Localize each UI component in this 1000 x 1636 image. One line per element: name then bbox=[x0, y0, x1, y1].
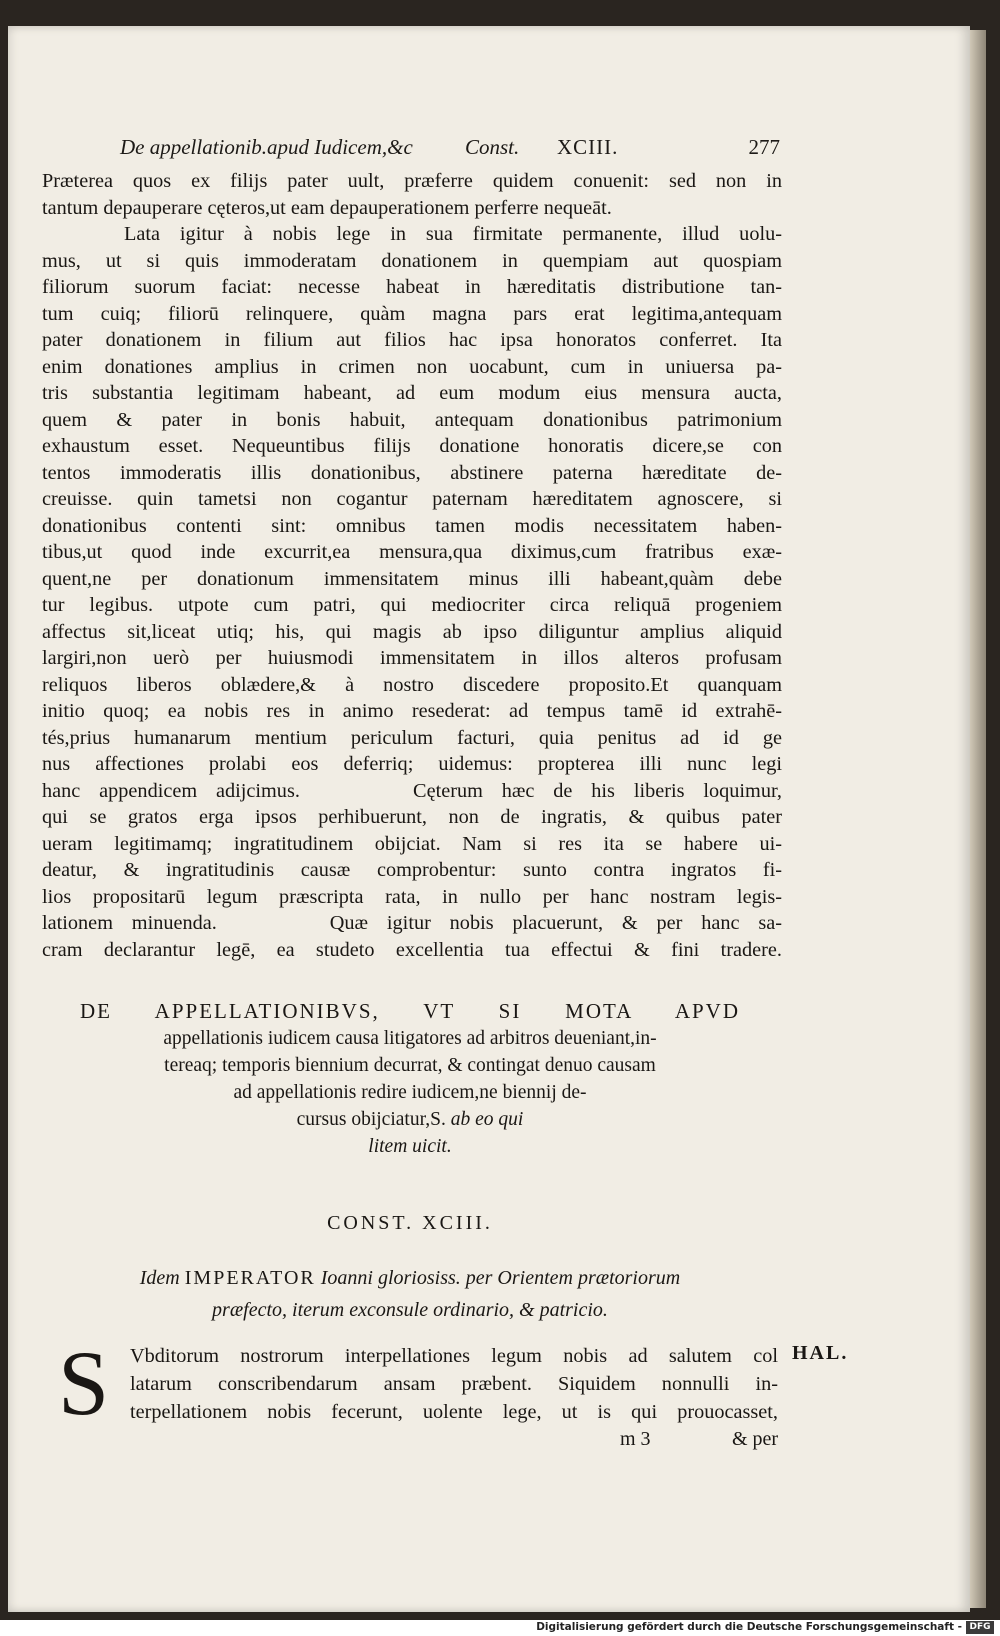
text-line: hanc appendicem adijcimus. Cęterum hæc de his liberis loquimur, bbox=[42, 779, 782, 802]
heading-line: litem uicit. bbox=[368, 1136, 452, 1157]
text-line: reliquos liberos oblædere,& à nostro discedere proposito.Et quanquam bbox=[42, 673, 782, 696]
text-line: tum cuiq; filiorū relinquere, quàm magna pars erat legitima,antequam bbox=[42, 302, 782, 325]
page-edge bbox=[970, 30, 986, 1608]
catchword: & per bbox=[732, 1428, 779, 1450]
running-head-const: Const. bbox=[465, 135, 520, 159]
text-line: tibus,ut quod inde excurrit,ea mensura,qua diximus,cum fratribus exæ- bbox=[42, 541, 782, 563]
heading-line-italic: ab eo qui bbox=[450, 1109, 524, 1130]
heading-line: ad appellationis redire iudicem,ne biennij de- bbox=[233, 1082, 587, 1103]
text-line: tentos immoderatis illis donationibus, abstinere paterna hæreditate de- bbox=[42, 461, 782, 484]
constitution-text bbox=[130, 1342, 778, 1426]
heading-caps-line: DE APPELLATIONIBVS, VT SI MOTA APVD bbox=[80, 999, 740, 1023]
text-line: initio quoq; ea nobis res in animo resederat: ad tempus tamē id extrahē- bbox=[42, 700, 782, 722]
text-line: lationem minuenda. Quæ igitur nobis placuerunt, & per hanc sa- bbox=[42, 912, 782, 934]
text-line: latarum conscribendarum ansam præbent. Siquidem nonnulli in- bbox=[130, 1373, 778, 1395]
text-line: quent,ne per donationum immensitatem minus illi habeant,quàm debe bbox=[42, 567, 782, 590]
text-line: qui se gratos erga ipsos perhibuerunt, non de ingratis, & quibus pater bbox=[42, 806, 782, 828]
page-number: 277 bbox=[748, 135, 780, 159]
heading-line bbox=[80, 1106, 740, 1133]
inscription-addressee: Ioanni gloriosiss. per Orientem prætoriorum bbox=[320, 1267, 681, 1289]
text-line: largiri,non uerò per huiusmodi immensitatem in illos alteros profusam bbox=[42, 647, 782, 669]
text-line: nus affectiones prolabi eos deferriq; uidemus: propterea illi nunc legi bbox=[42, 753, 782, 775]
heading-line-part: cursus obijciatur,S. bbox=[296, 1109, 446, 1130]
footer-credit: Digitalisierung gefördert durch die Deutsche Forschungsgemeinschaft - bbox=[536, 1621, 962, 1633]
text-line: pater donationem in filium aut filios hac ipsa honoratos conferret. Ita bbox=[42, 329, 782, 351]
text-line: tantum depauperare cęteros,ut eam depauperationem perferre nequeāt. bbox=[42, 196, 612, 219]
text-line: filiorum suorum faciat: necesse habeat in hæreditatis distributione tan- bbox=[42, 276, 782, 298]
heading-line: tereaq; temporis biennium decurrat, & contingat denuo causam bbox=[164, 1055, 656, 1076]
text-line: tur legibus. utpote cum patri, qui mediocriter circa reliquā progeniem bbox=[42, 594, 782, 616]
dfg-logo: DFG bbox=[966, 1621, 994, 1634]
margin-note: HAL. bbox=[792, 1342, 849, 1364]
text-line: ueram legitimamq; ingratitudinem obijciat. Nam si res ita se habere ui- bbox=[42, 832, 782, 855]
signature-mark: m 3 bbox=[620, 1428, 651, 1450]
text-line: donationibus contenti sint: omnibus tamen modis necessitatem haben- bbox=[42, 514, 782, 537]
running-head bbox=[120, 135, 780, 165]
inscription bbox=[60, 1262, 760, 1326]
heading-line: appellationis iudicem causa litigatores ad arbitros deueniant,in- bbox=[163, 1028, 657, 1049]
running-head-number: XCIII. bbox=[557, 135, 619, 159]
text-line: terpellationem nobis fecerunt, uolente lege, ut is qui prouocasset, bbox=[130, 1401, 778, 1423]
running-head-title: De appellationib.apud Iudicem,&c bbox=[120, 135, 413, 159]
text-line: tris substantia legitimam habeant, ad eum modum eius mensura aucta, bbox=[42, 382, 782, 404]
constitution-title: CONST. XCIII. bbox=[327, 1212, 493, 1234]
inscription-line: præfecto, iterum exconsule ordinario, & patricio. bbox=[212, 1299, 608, 1321]
text-line: deatur, & ingratitudinis causæ comprobentur: sunto contra ingratos fi- bbox=[42, 859, 782, 881]
text-line: lios propositarū legum præscripta rata, in nullo per hanc nostram legis- bbox=[42, 885, 782, 908]
text-line: mus, ut si quis immoderatam donationem in quempiam aut quospiam bbox=[42, 249, 782, 272]
text-line: Vbditorum nostrorum interpellationes legum nobis ad salutem col bbox=[130, 1345, 778, 1367]
inscription-imperator: IMPERATOR bbox=[184, 1267, 316, 1289]
text-line: creuisse. quin tametsi non cogantur paternam hæreditatem agnoscere, si bbox=[42, 488, 782, 510]
text-line: Præterea quos ex filijs pater uult, præferre quidem conuenit: sed non in bbox=[42, 170, 782, 192]
text-line: exhaustum esset. Nequeuntibus filijs donatione honoratis dicere,se con bbox=[42, 435, 782, 457]
text-line: Lata igitur à nobis lege in sua firmitate permanente, illud uolu- bbox=[124, 223, 782, 245]
text-line: enim donationes amplius in crimen non uocabunt, cum in uniuersa pa- bbox=[42, 355, 782, 378]
drop-cap-initial: S bbox=[58, 1332, 110, 1434]
inscription-line bbox=[60, 1262, 760, 1294]
text-line: cram declarantur legē, ea studeto excellentia tua effectui & fini tradere. bbox=[42, 938, 782, 961]
text-line: affectus sit,liceat utiq; his, qui magis ab ipso diliguntur amplius aliquid bbox=[42, 620, 782, 643]
body-text bbox=[42, 168, 782, 963]
inscription-idem: Idem bbox=[139, 1267, 180, 1289]
section-heading bbox=[80, 998, 740, 1160]
text-line: quem & pater in bonis habuit, antequam donationibus patrimonium bbox=[42, 408, 782, 431]
text-line: tés,prius humanarum mentium periculum facturi, quia penitus ad id ge bbox=[42, 726, 782, 749]
